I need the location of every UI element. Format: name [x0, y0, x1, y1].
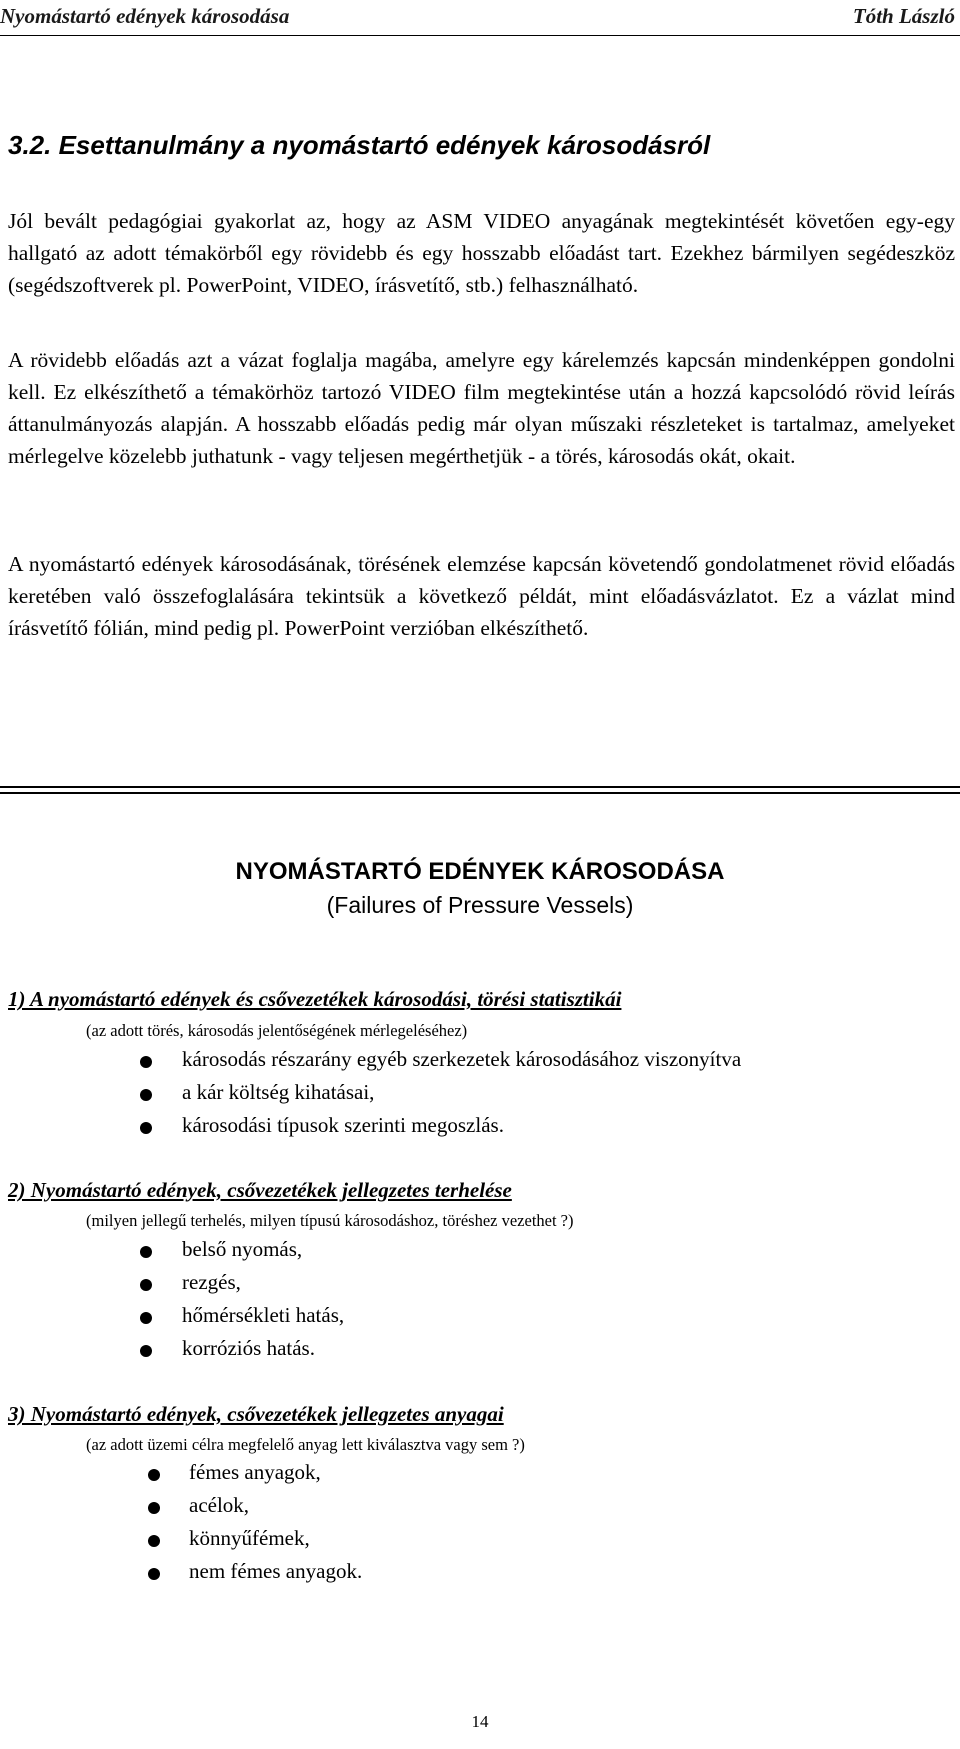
outline-heading-3: 3) Nyomástartó edények, csővezetékek jellegzetes anyagai: [8, 1402, 504, 1426]
slide-title: NYOMÁSTARTÓ EDÉNYEK KÁROSODÁSA: [235, 858, 725, 885]
running-header-author: Tóth László: [852, 4, 955, 28]
paragraph-2: A rövidebb előadás azt a vázat foglalja magába, amelyre egy kárelemzés kapcsán mindenképpen gondolni kell. Ez elkészíthető a témakörhöz tartozó VIDEO film megtekintése után a hozzá kapcsolódó rövid leírás áttanulmányozás alapján. A hosszabb előadás pedig már olyan műszaki részleteket is tartalmaz, amelyeket mérlegelve közelebb juthatunk - vagy teljesen megérthetjük - a törés, károsodás okát, okait.: [8, 348, 955, 468]
running-header-title: Nyomástartó edények károsodása: [0, 4, 290, 28]
list-item: belső nyomás,: [140, 1237, 302, 1262]
list-item: fémes anyagok,: [148, 1460, 321, 1485]
separator-rule-top: [0, 786, 960, 788]
bullet-icon: [140, 1279, 152, 1291]
paragraph-1: Jól bevált pedagógiai gyakorlat az, hogy az ASM VIDEO anyagának megtekintését követően egy-egy hallgató az adott témakörből egy rövidebb és egy hosszabb előadást tart. Ezekhez bármilyen segédeszköz (segédszoftverek pl. PowerPoint, VIDEO, írásvetítő, stb.) felhasználható.: [8, 209, 955, 297]
slide-subtitle: (Failures of Pressure Vessels): [326, 892, 634, 918]
bullet-icon: [148, 1502, 160, 1514]
outline-heading-2: 2) Nyomástartó edények, csővezetékek jellegzetes terhelése: [8, 1178, 512, 1202]
list-item: korróziós hatás.: [140, 1336, 315, 1361]
bullet-icon: [148, 1469, 160, 1481]
bullet-icon: [140, 1122, 152, 1134]
list-item: rezgés,: [140, 1270, 241, 1295]
page-number: 14: [471, 1712, 489, 1731]
bullet-icon: [140, 1056, 152, 1068]
list-item: károsodás részarány egyéb szerkezetek károsodásához viszonyítva: [140, 1047, 741, 1072]
bullet-icon: [140, 1312, 152, 1324]
paragraph-3: A nyomástartó edények károsodásának, törésének elemzése kapcsán követendő gondolatmenet rövid előadás keretében való összefoglalására tekintsük a következő példát, mint előadásvázlatot. Ez a vázlat mind írásvetítő fólián, mind pedig pl. PowerPoint verzióban elkészíthető.: [8, 552, 955, 640]
outline-heading-1: 1) A nyomástartó edények és csővezetékek károsodási, törési statisztikái: [8, 987, 622, 1011]
list-item: nem fémes anyagok.: [148, 1559, 362, 1584]
bullet-icon: [140, 1246, 152, 1258]
bullet-icon: [140, 1089, 152, 1101]
list-item: hőmérsékleti hatás,: [140, 1303, 344, 1328]
separator-rule-bottom: [0, 792, 960, 794]
section-title: 3.2. Esettanulmány a nyomástartó edények károsodásról: [8, 130, 711, 160]
outline-note-2: (milyen jellegű terhelés, milyen típusú károsodáshoz, töréshez vezethet ?): [86, 1211, 574, 1230]
list-item: a kár költség kihatásai,: [140, 1080, 374, 1105]
list-item: acélok,: [148, 1493, 249, 1518]
outline-note-1: (az adott törés, károsodás jelentőségének mérlegeléséhez): [86, 1021, 468, 1040]
bullet-icon: [140, 1345, 152, 1357]
list-item: károsodási típusok szerinti megoszlás.: [140, 1113, 504, 1138]
outline-note-3: (az adott üzemi célra megfelelő anyag lett kiválasztva vagy sem ?): [86, 1435, 525, 1454]
bullet-icon: [148, 1535, 160, 1547]
list-item: könnyűfémek,: [148, 1526, 310, 1551]
bullet-icon: [148, 1568, 160, 1580]
header-rule: [0, 35, 960, 36]
